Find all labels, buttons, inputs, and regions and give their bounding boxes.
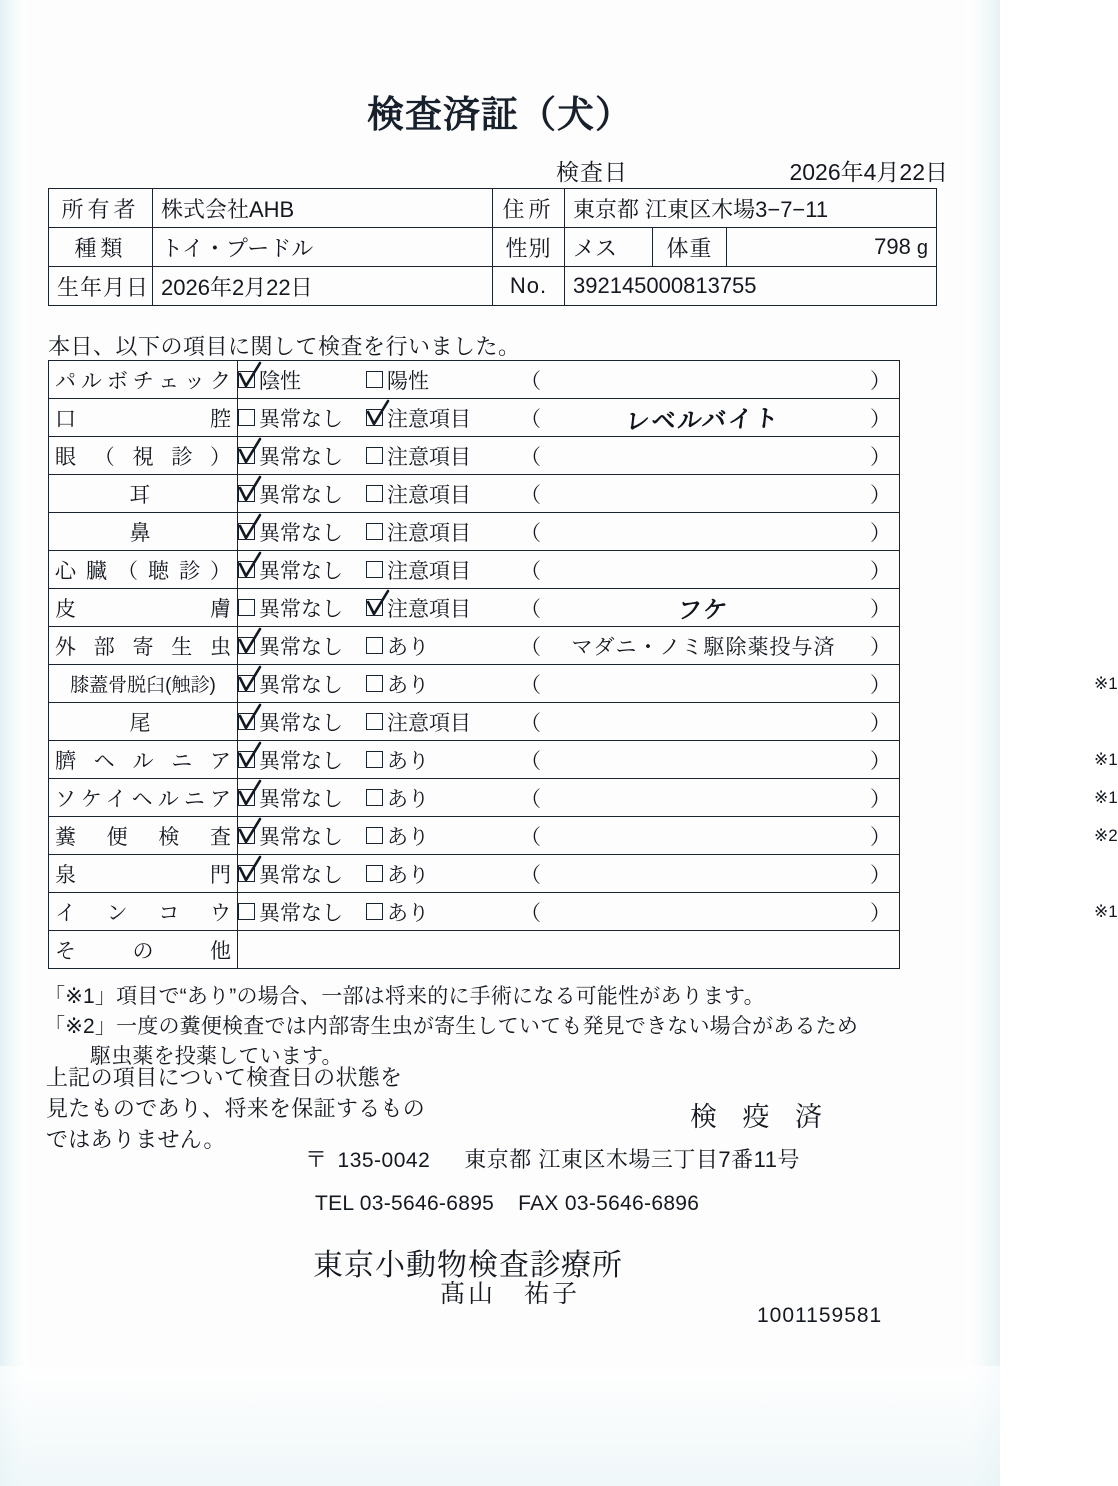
checkbox-option-b[interactable] <box>366 403 514 433</box>
checkbox-icon[interactable] <box>366 675 383 692</box>
note-paren-open: （ <box>520 901 541 925</box>
checklist-item-label: 鼻 <box>49 513 238 551</box>
checkbox-icon[interactable] <box>366 637 383 654</box>
checkbox-option-a-label: 異常なし <box>259 711 343 735</box>
checkbox-icon[interactable] <box>238 903 255 920</box>
registration-no-label: No. <box>493 267 565 306</box>
checkbox-option-b-label: 注意項目 <box>387 711 471 735</box>
checklist-item-body <box>238 551 900 589</box>
checkbox-option-b[interactable] <box>366 821 514 851</box>
checklist-item-label: 尾 <box>49 703 238 741</box>
table-row-breed <box>49 228 937 267</box>
table-row <box>49 741 900 779</box>
checkbox-icon[interactable] <box>238 675 255 692</box>
checkbox-icon[interactable] <box>366 409 383 426</box>
weight-value: 798 <box>874 234 911 259</box>
checkbox-icon[interactable] <box>366 789 383 806</box>
checkbox-option-b-label: あり <box>387 673 429 697</box>
owner-value: 株式会社AHB <box>153 189 493 228</box>
note-paren-open: （ <box>520 749 541 773</box>
checklist-item-label: インコウ <box>49 893 238 931</box>
checkbox-option-b[interactable] <box>366 897 514 927</box>
checkbox-option-a[interactable] <box>238 555 366 585</box>
note-field[interactable] <box>541 437 866 474</box>
note-paren-open: （ <box>520 863 541 887</box>
checkbox-option-a-label: 異常なし <box>259 559 343 583</box>
checklist-item-label: 外部寄生虫 <box>49 627 238 665</box>
checklist-item-body <box>238 855 900 893</box>
handwritten-note: フケ <box>676 595 731 625</box>
inspection-checklist-table <box>48 360 1118 969</box>
checkbox-icon[interactable] <box>366 561 383 578</box>
clinic-address: 東京都 江東区木場三丁目7番11号 <box>464 1147 800 1172</box>
checkbox-option-b[interactable] <box>366 745 514 775</box>
note-field[interactable] <box>541 893 866 930</box>
address-value: 東京都 江東区木場3−7−11 <box>565 189 937 228</box>
exam-date-row <box>48 154 948 184</box>
note-paren-open: （ <box>520 635 541 659</box>
footnotes <box>44 982 858 1072</box>
checkbox-icon[interactable] <box>366 903 383 920</box>
clinic-fax: FAX 03-5646-6896 <box>518 1192 700 1215</box>
note-paren-close: ） <box>870 863 891 887</box>
checklist-item-body <box>238 513 900 551</box>
table-row <box>49 475 900 513</box>
checkbox-icon[interactable] <box>366 485 383 502</box>
checkbox-icon[interactable] <box>238 447 255 464</box>
address-label: 住所 <box>493 189 565 228</box>
checkbox-icon[interactable] <box>238 523 255 540</box>
checkbox-option-b-label: あり <box>387 825 429 849</box>
checkbox-option-b[interactable] <box>366 479 514 509</box>
exam-statement: 本日、以下の項目に関して検査を行いました。 <box>48 334 521 359</box>
note-field[interactable] <box>541 665 866 702</box>
checkbox-option-b[interactable] <box>366 707 514 737</box>
checkbox-option-b[interactable] <box>366 593 514 623</box>
disclaimer <box>46 1062 425 1155</box>
checkbox-icon[interactable] <box>238 637 255 654</box>
disclaimer-line-2: 見たものであり、将来を保証するもの <box>46 1096 426 1121</box>
note-paren-open: （ <box>520 559 541 583</box>
note-paren-open: （ <box>520 521 541 545</box>
checkbox-option-a-label: 異常なし <box>259 521 343 545</box>
checkbox-option-a[interactable] <box>238 745 366 775</box>
checkbox-option-a[interactable] <box>238 593 366 623</box>
breed-value: トイ・プードル <box>153 228 493 267</box>
checkbox-icon[interactable] <box>366 827 383 844</box>
checklist-item-label: 耳 <box>49 475 238 513</box>
table-row <box>49 817 900 855</box>
checkbox-icon[interactable] <box>238 409 255 426</box>
exam-date-value: 2026年4月22日 <box>789 159 948 185</box>
checkbox-option-b-label: 注意項目 <box>387 597 471 621</box>
quarantine-stamp: 検 疫 済 <box>690 1102 832 1132</box>
note-field[interactable] <box>541 475 866 512</box>
sex-value: メス <box>565 228 653 267</box>
checkbox-option-a[interactable] <box>238 441 366 471</box>
birth-value: 2026年2月22日 <box>153 267 493 306</box>
page-title: 検査済証（犬） <box>367 94 633 135</box>
checkbox-icon[interactable] <box>238 561 255 578</box>
checklist-item-body <box>238 361 900 399</box>
note-field[interactable] <box>541 703 866 740</box>
checkbox-icon[interactable] <box>366 523 383 540</box>
table-row <box>49 361 900 399</box>
note-paren-open: （ <box>520 597 541 621</box>
weight-value-cell <box>727 228 937 267</box>
checklist-item-label: 口 腔 <box>49 399 238 437</box>
checkbox-option-b[interactable] <box>366 555 514 585</box>
note-paren-open: （ <box>520 445 541 469</box>
note-paren-close: ） <box>870 521 891 545</box>
weight-label: 体重 <box>653 228 727 267</box>
checkbox-option-a[interactable] <box>238 479 366 509</box>
checkbox-option-a-label: 異常なし <box>259 673 343 697</box>
checkbox-option-a[interactable] <box>238 897 366 927</box>
table-row <box>49 399 900 437</box>
checkbox-option-b[interactable] <box>366 631 514 661</box>
footnote-1: 「※1」項目で“あり”の場合、一部は将来的に手術になる可能性があります。 <box>44 985 765 1008</box>
note-field[interactable] <box>541 779 866 816</box>
note-paren-close: ） <box>870 711 891 735</box>
table-row <box>49 779 900 817</box>
checklist-item-body <box>238 893 1118 931</box>
checkbox-option-a-label: 異常なし <box>259 825 343 849</box>
footnote-marker: ※2 <box>1094 825 1118 845</box>
note-paren-close: ） <box>870 787 891 811</box>
checkbox-option-b-label: 注意項目 <box>387 559 471 583</box>
scan-edge-tint-left <box>0 0 26 1486</box>
registration-no-value: 392145000813755 <box>565 267 937 306</box>
note-paren-close: ） <box>870 407 891 431</box>
table-row <box>49 627 900 665</box>
footnote-marker: ※1 <box>1094 673 1118 693</box>
checkbox-option-b-label: あり <box>387 787 429 811</box>
checklist-item-label: パルボチェック <box>49 361 238 399</box>
note-paren-open: （ <box>520 711 541 735</box>
note-field[interactable] <box>541 589 866 626</box>
note-paren-close: ） <box>870 483 891 507</box>
checkbox-option-b-label: 陽性 <box>387 369 429 393</box>
scan-edge-tint-bottom <box>0 1366 1000 1486</box>
checkbox-option-a[interactable] <box>238 365 366 395</box>
disclaimer-line-1: 上記の項目について検査日の状態を <box>46 1065 403 1090</box>
checkbox-icon[interactable] <box>238 485 255 502</box>
checklist-item-body <box>238 703 900 741</box>
footnote-marker: ※1 <box>1094 749 1118 769</box>
checklist-item-label: 泉 門 <box>49 855 238 893</box>
checklist-item-body <box>238 665 1118 703</box>
checkbox-option-a[interactable] <box>238 631 366 661</box>
table-row <box>49 665 900 703</box>
checklist-item-body <box>238 627 900 665</box>
other-value[interactable] <box>238 931 900 969</box>
note-paren-open: （ <box>520 825 541 849</box>
veterinarian-name: 髙山 祐子 <box>440 1280 581 1308</box>
note-paren-open: （ <box>520 673 541 697</box>
note-field[interactable] <box>541 513 866 550</box>
checkbox-option-b-label: 注意項目 <box>387 445 471 469</box>
checklist-item-body <box>238 817 1118 855</box>
note-paren-open: （ <box>520 787 541 811</box>
checkbox-option-b[interactable] <box>366 783 514 813</box>
checkbox-icon[interactable] <box>238 599 255 616</box>
checkbox-icon[interactable] <box>238 865 255 882</box>
printed-note: マダニ・ノミ駆除薬投与済 <box>571 635 836 659</box>
document-serial-number: 1001159581 <box>757 1304 883 1327</box>
note-field[interactable] <box>541 551 866 588</box>
animal-info-table <box>48 188 937 306</box>
note-field[interactable] <box>541 627 866 664</box>
footnote-marker: ※1 <box>1094 787 1118 807</box>
table-row <box>49 513 900 551</box>
checkbox-option-a-label: 異常なし <box>259 483 343 507</box>
checklist-item-label: ソケイヘルニア <box>49 779 238 817</box>
handwritten-note: レベルバイト <box>624 404 783 436</box>
checklist-item-body <box>238 741 1118 779</box>
checkbox-icon[interactable] <box>238 789 255 806</box>
footnote-2-cont: 駆虫薬を投薬しています。 <box>90 1045 343 1068</box>
checklist-item-label: 心臓（聴診） <box>49 551 238 589</box>
note-paren-close: ） <box>870 559 891 583</box>
exam-date-label: 検査日 <box>556 159 628 185</box>
clinic-tel: TEL 03-5646-6895 <box>315 1192 495 1215</box>
checkbox-option-a[interactable] <box>238 783 366 813</box>
postal-code: 135-0042 <box>337 1149 431 1172</box>
note-paren-close: ） <box>870 749 891 773</box>
checkbox-icon[interactable] <box>366 599 383 616</box>
checkbox-option-a[interactable] <box>238 669 366 699</box>
checkbox-option-a[interactable] <box>238 859 366 889</box>
note-field[interactable] <box>541 817 866 854</box>
table-row <box>49 437 900 475</box>
table-row <box>49 589 900 627</box>
clinic-name: 東京小動物検査診療所 <box>313 1249 623 1282</box>
note-paren-close: ） <box>870 901 891 925</box>
checkbox-option-b-label: あり <box>387 635 429 659</box>
checkbox-icon[interactable] <box>238 371 255 388</box>
checklist-item-label: 皮 膚 <box>49 589 238 627</box>
checkbox-option-a[interactable] <box>238 821 366 851</box>
checkbox-option-a-label: 異常なし <box>259 901 343 925</box>
checkbox-option-a-label: 異常なし <box>259 407 343 431</box>
checklist-item-label: 膝蓋骨脱臼(触診) <box>49 665 238 703</box>
checkbox-option-a-label: 異常なし <box>259 597 343 621</box>
note-paren-open: （ <box>520 407 541 431</box>
checkbox-option-a-label: 異常なし <box>259 787 343 811</box>
note-paren-close: ） <box>870 825 891 849</box>
checkbox-option-b[interactable] <box>366 517 514 547</box>
table-row-other <box>49 931 900 969</box>
checkbox-option-b-label: 注意項目 <box>387 483 471 507</box>
checkbox-option-a[interactable] <box>238 403 366 433</box>
checkbox-option-b[interactable] <box>366 365 514 395</box>
checkbox-option-a-label: 異常なし <box>259 749 343 773</box>
checkbox-option-b[interactable] <box>366 669 514 699</box>
checkbox-icon[interactable] <box>366 447 383 464</box>
table-row <box>49 855 900 893</box>
clinic-contact-line <box>315 1192 699 1216</box>
checkbox-icon[interactable] <box>366 751 383 768</box>
checkbox-option-b-label: 注意項目 <box>387 521 471 545</box>
footnote-2: 「※2」一度の糞便検査では内部寄生虫が寄生していても発見できない場合があるため <box>44 1015 859 1038</box>
checkbox-option-a[interactable] <box>238 707 366 737</box>
checklist-item-label: 糞便検査 <box>49 817 238 855</box>
clinic-address-line <box>305 1143 800 1174</box>
checkbox-option-a-label: 異常なし <box>259 635 343 659</box>
note-paren-close: ） <box>870 635 891 659</box>
breed-label: 種類 <box>49 228 153 267</box>
checkbox-option-b-label: あり <box>387 863 429 887</box>
checklist-item-body <box>238 779 1118 817</box>
checklist-item-label: 眼（視診） <box>49 437 238 475</box>
note-paren-close: ） <box>870 369 891 393</box>
checklist-item-body <box>238 589 900 627</box>
owner-label: 所有者 <box>49 189 153 228</box>
table-row <box>49 893 900 931</box>
checkbox-icon[interactable] <box>366 865 383 882</box>
table-row <box>49 551 900 589</box>
note-field[interactable] <box>541 855 866 892</box>
checkbox-option-b-label: 注意項目 <box>387 407 471 431</box>
note-paren-close: ） <box>870 445 891 469</box>
checkbox-option-b-label: あり <box>387 749 429 773</box>
scan-edge-tint-right <box>966 0 1000 1486</box>
checkbox-option-a-label: 異常なし <box>259 445 343 469</box>
footnote-marker: ※1 <box>1094 901 1118 921</box>
note-paren-open: （ <box>520 369 541 393</box>
note-paren-close: ） <box>870 673 891 697</box>
table-row-birth <box>49 267 937 306</box>
table-row-owner <box>49 189 937 228</box>
note-field[interactable] <box>541 361 866 398</box>
checkbox-option-b[interactable] <box>366 859 514 889</box>
checkbox-option-b-label: あり <box>387 901 429 925</box>
checklist-item-body <box>238 437 900 475</box>
postal-mark-icon: 〒 <box>305 1147 328 1172</box>
checkbox-option-b[interactable] <box>366 441 514 471</box>
checkbox-option-a-label: 異常なし <box>259 863 343 887</box>
checkbox-option-a-label: 陰性 <box>259 369 301 393</box>
table-row <box>49 703 900 741</box>
checkbox-icon[interactable] <box>366 371 383 388</box>
checkbox-icon[interactable] <box>238 713 255 730</box>
checklist-item-label: 臍ヘルニア <box>49 741 238 779</box>
checkbox-icon[interactable] <box>366 713 383 730</box>
other-label: そ の 他 <box>49 931 238 969</box>
note-field[interactable] <box>541 741 866 778</box>
checklist-item-body <box>238 475 900 513</box>
checkbox-icon[interactable] <box>238 751 255 768</box>
note-paren-open: （ <box>520 483 541 507</box>
weight-unit: g <box>916 237 929 259</box>
checklist-item-body <box>238 399 900 437</box>
sex-label: 性別 <box>493 228 565 267</box>
checkbox-icon[interactable] <box>238 827 255 844</box>
note-paren-close: ） <box>870 597 891 621</box>
birth-label: 生年月日 <box>49 267 153 306</box>
checkbox-option-a[interactable] <box>238 517 366 547</box>
disclaimer-line-3: ではありません。 <box>46 1127 226 1152</box>
note-field[interactable] <box>541 399 866 436</box>
